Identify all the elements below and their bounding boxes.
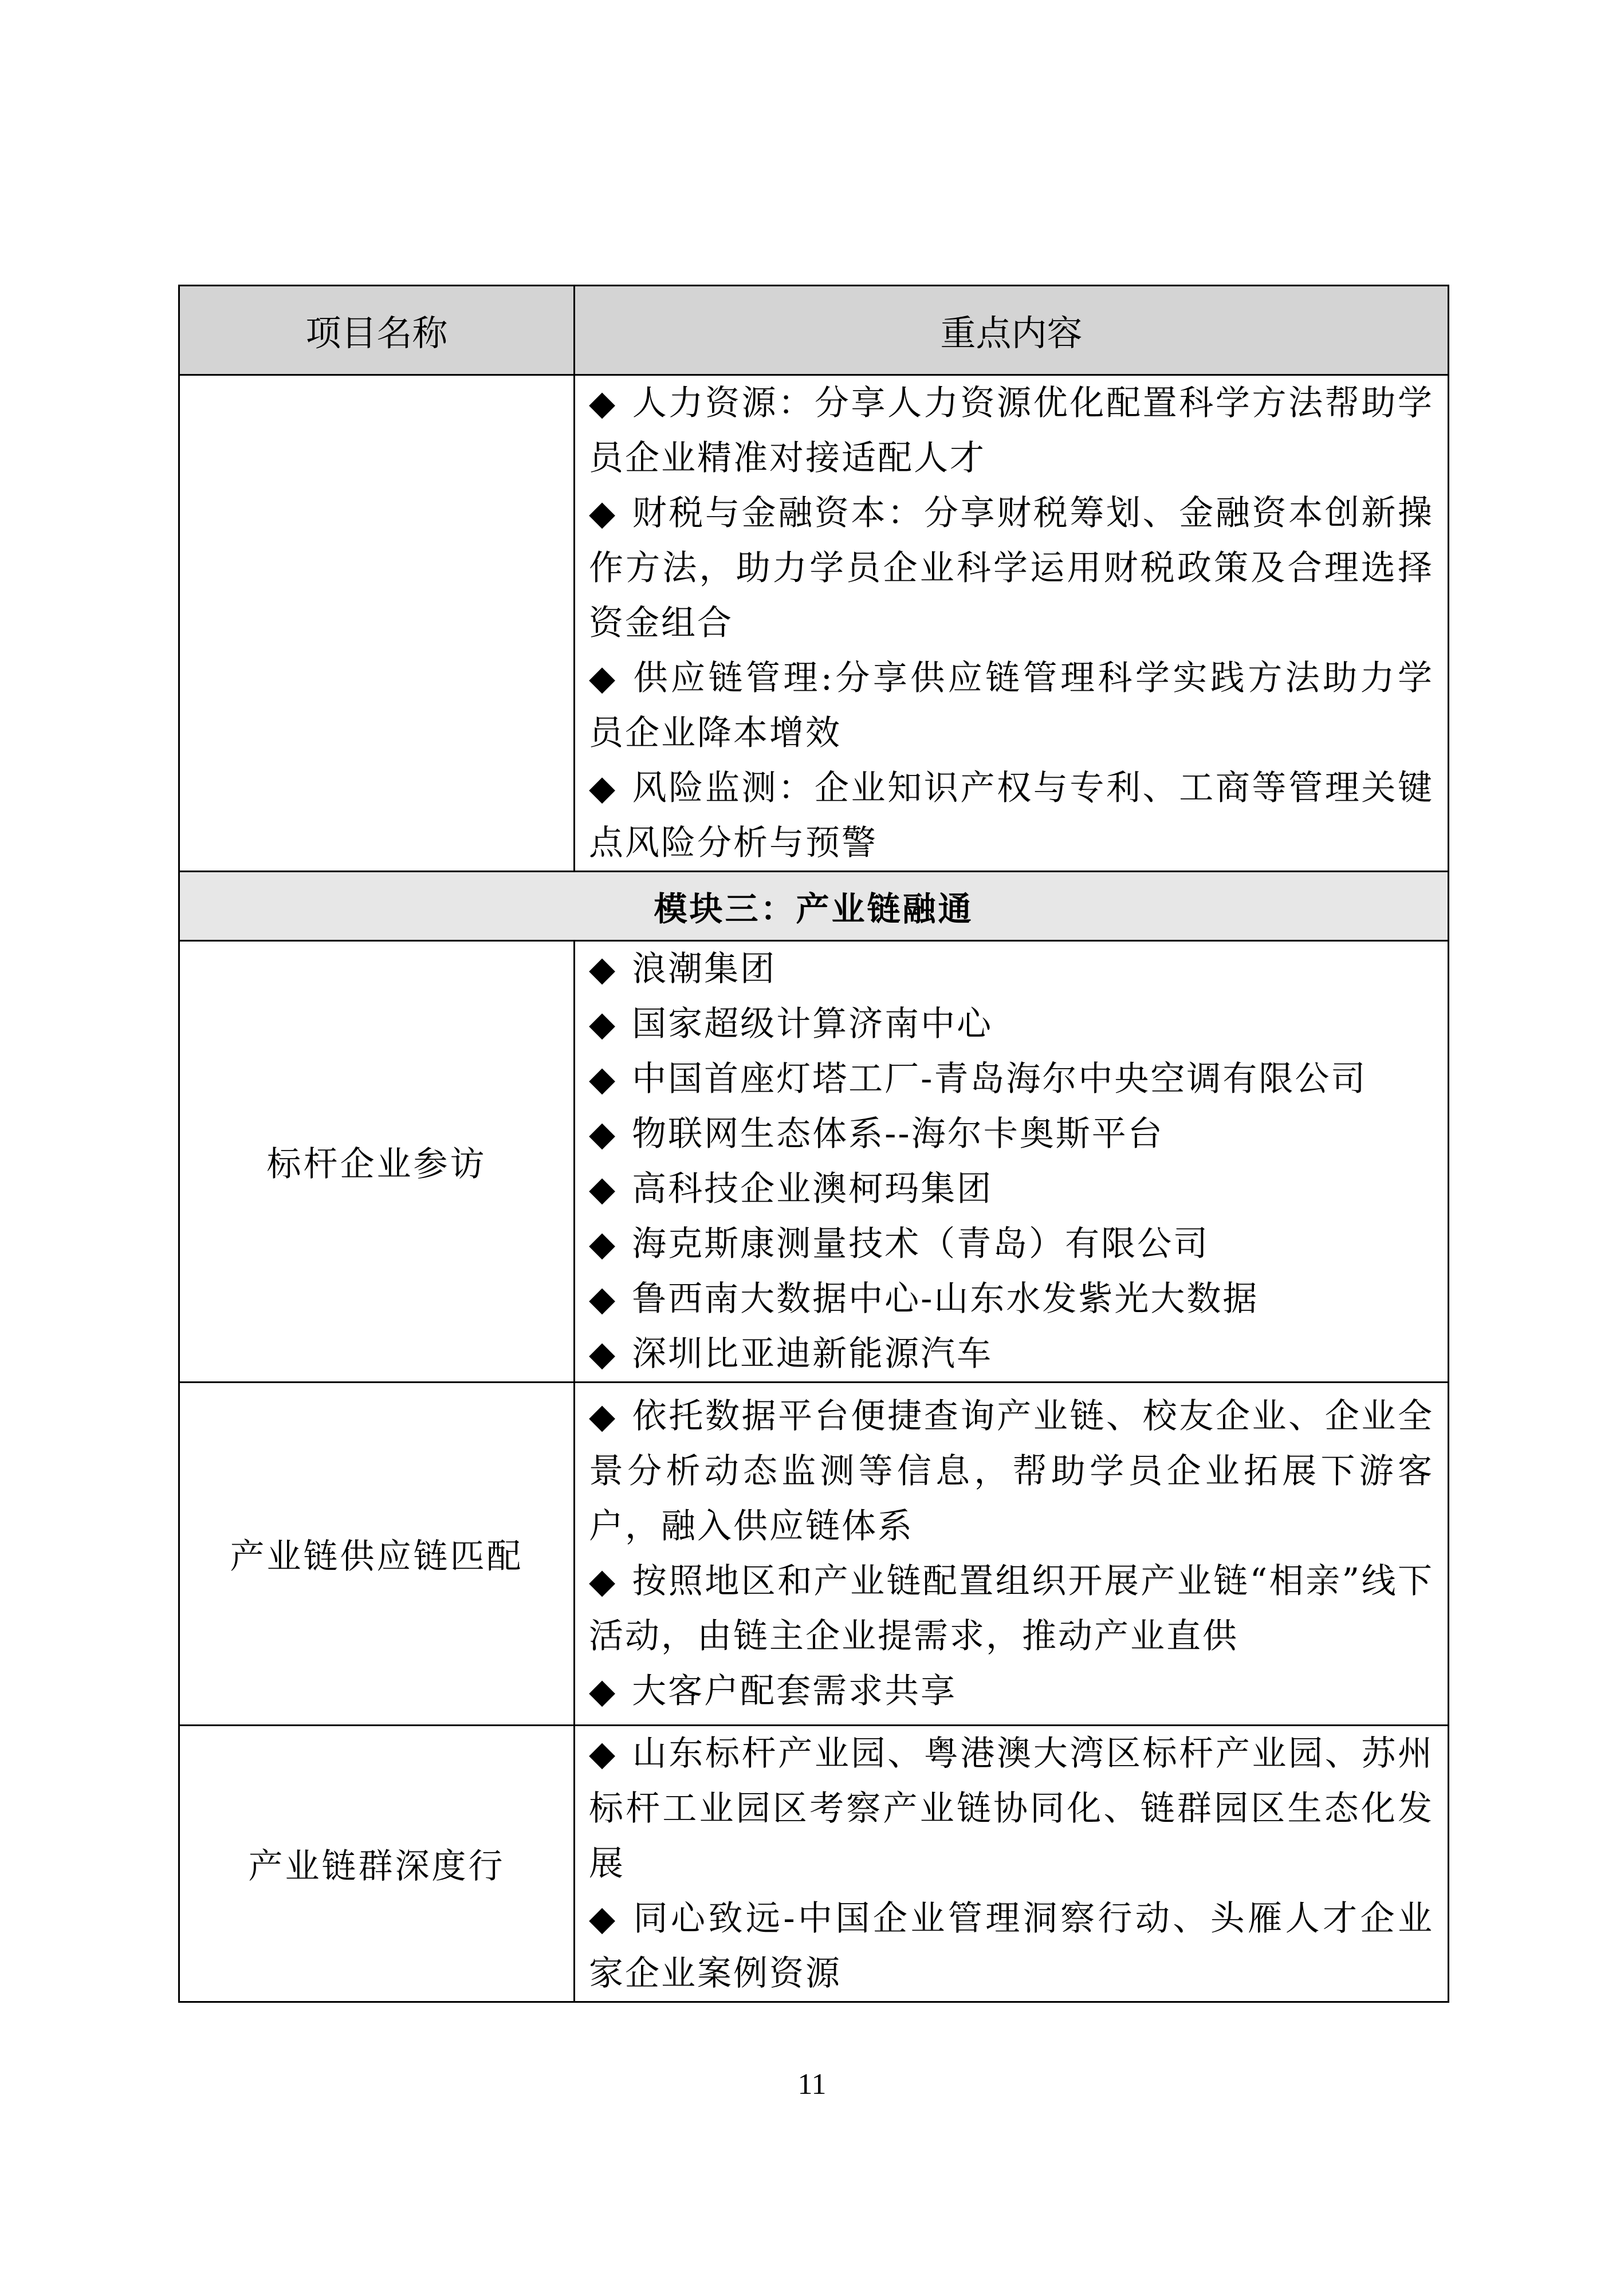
row-content xyxy=(575,1726,1449,2002)
module-title: 模块三：产业链融通 xyxy=(179,872,1449,941)
list-item-text: 供应链管理:分享供应链管理科学实践方法助力学员企业降本增效 xyxy=(589,658,1434,753)
list-item-text: 海克斯康测量技术（青岛）有限公司 xyxy=(632,1224,1210,1264)
diamond-bullet-icon: ◆ xyxy=(589,949,618,989)
diamond-bullet-icon: ◆ xyxy=(589,658,619,698)
list-item-text: 山东标杆产业园、粤港澳大湾区标杆产业园、苏州标杆工业园区考察产业链协同化、链群园区生态化发展 xyxy=(589,1734,1434,1884)
list-item-text: 人力资源：分享人力资源优化配置科学方法帮助学员企业精准对接适配人才 xyxy=(589,383,1434,478)
diamond-bullet-icon: ◆ xyxy=(589,1334,618,1374)
list-item xyxy=(589,1664,1434,1719)
list-item xyxy=(589,997,1434,1051)
list-item-text: 按照地区和产业链配置组织开展产业链“相亲”线下活动，由链主企业提需求，推动产业直供 xyxy=(589,1561,1434,1656)
list-item xyxy=(589,1326,1434,1381)
row-content xyxy=(575,941,1449,1383)
diamond-bullet-icon: ◆ xyxy=(589,1114,618,1154)
list-item xyxy=(589,1271,1434,1326)
list-item-text: 财税与金融资本：分享财税筹划、金融资本创新操作方法，助力学员企业科学运用财税政策及合理选择资金组合 xyxy=(589,493,1434,643)
diamond-bullet-icon: ◆ xyxy=(589,1224,618,1264)
list-item xyxy=(589,1726,1434,1891)
list-item-text: 浪潮集团 xyxy=(632,949,777,989)
list-item-text: 中国首座灯塔工厂-青岛海尔中央空调有限公司 xyxy=(632,1059,1367,1099)
list-item xyxy=(589,1216,1434,1271)
list-item xyxy=(589,1051,1434,1106)
list-item xyxy=(589,1554,1434,1664)
list-item xyxy=(589,1161,1434,1216)
bullet-list xyxy=(589,1389,1434,1719)
list-item-text: 物联网生态体系--海尔卡奥斯平台 xyxy=(632,1114,1164,1154)
table-row xyxy=(179,941,1449,1383)
diamond-bullet-icon: ◆ xyxy=(589,768,618,808)
list-item-text: 大客户配套需求共享 xyxy=(632,1671,957,1711)
list-item xyxy=(589,651,1434,761)
list-item-text: 鲁西南大数据中心-山东水发紫光大数据 xyxy=(632,1279,1259,1319)
header-key-content: 重点内容 xyxy=(575,286,1449,375)
table-header-row xyxy=(179,286,1449,375)
list-item-text: 深圳比亚迪新能源汽车 xyxy=(632,1334,993,1374)
row-name: 产业链供应链匹配 xyxy=(179,1383,575,1726)
list-item-text: 风险监测：企业知识产权与专利、工商等管理关键点风险分析与预警 xyxy=(589,768,1434,863)
bullet-list xyxy=(589,376,1434,871)
bullet-list xyxy=(589,1726,1434,2001)
diamond-bullet-icon: ◆ xyxy=(589,1671,618,1711)
diamond-bullet-icon: ◆ xyxy=(589,1059,618,1099)
table-row xyxy=(179,1383,1449,1726)
list-item xyxy=(589,761,1434,871)
row-content xyxy=(575,375,1449,872)
list-item xyxy=(589,1891,1434,2001)
diamond-bullet-icon: ◆ xyxy=(589,1561,618,1601)
row-content xyxy=(575,1383,1449,1726)
list-item-text: 同心致远-中国企业管理洞察行动、头雁人才企业家企业案例资源 xyxy=(589,1899,1434,1994)
diamond-bullet-icon: ◆ xyxy=(589,1396,618,1436)
diamond-bullet-icon: ◆ xyxy=(589,1279,618,1319)
diamond-bullet-icon: ◆ xyxy=(589,383,618,423)
list-item-text: 高科技企业澳柯玛集团 xyxy=(632,1169,993,1209)
page-number: 11 xyxy=(797,2068,827,2101)
list-item xyxy=(589,1389,1434,1554)
module-row xyxy=(179,872,1449,941)
diamond-bullet-icon: ◆ xyxy=(589,1734,618,1774)
diamond-bullet-icon: ◆ xyxy=(589,1169,618,1209)
table-row xyxy=(179,1726,1449,2002)
content-table xyxy=(178,285,1449,2003)
row-name: 产业链群深度行 xyxy=(179,1726,575,2002)
list-item xyxy=(589,376,1434,486)
bullet-list xyxy=(589,942,1434,1381)
header-project-name: 项目名称 xyxy=(179,286,575,375)
list-item xyxy=(589,486,1434,651)
list-item xyxy=(589,1106,1434,1161)
diamond-bullet-icon: ◆ xyxy=(589,1899,619,1939)
list-item-text: 依托数据平台便捷查询产业链、校友企业、企业全景分析动态监测等信息，帮助学员企业拓展下游客户，融入供应链体系 xyxy=(589,1396,1434,1546)
row-name: 标杆企业参访 xyxy=(179,941,575,1383)
diamond-bullet-icon: ◆ xyxy=(589,493,618,533)
table-row xyxy=(179,375,1449,872)
diamond-bullet-icon: ◆ xyxy=(589,1004,618,1044)
row-name xyxy=(179,375,575,872)
list-item xyxy=(589,942,1434,997)
list-item-text: 国家超级计算济南中心 xyxy=(632,1004,993,1044)
